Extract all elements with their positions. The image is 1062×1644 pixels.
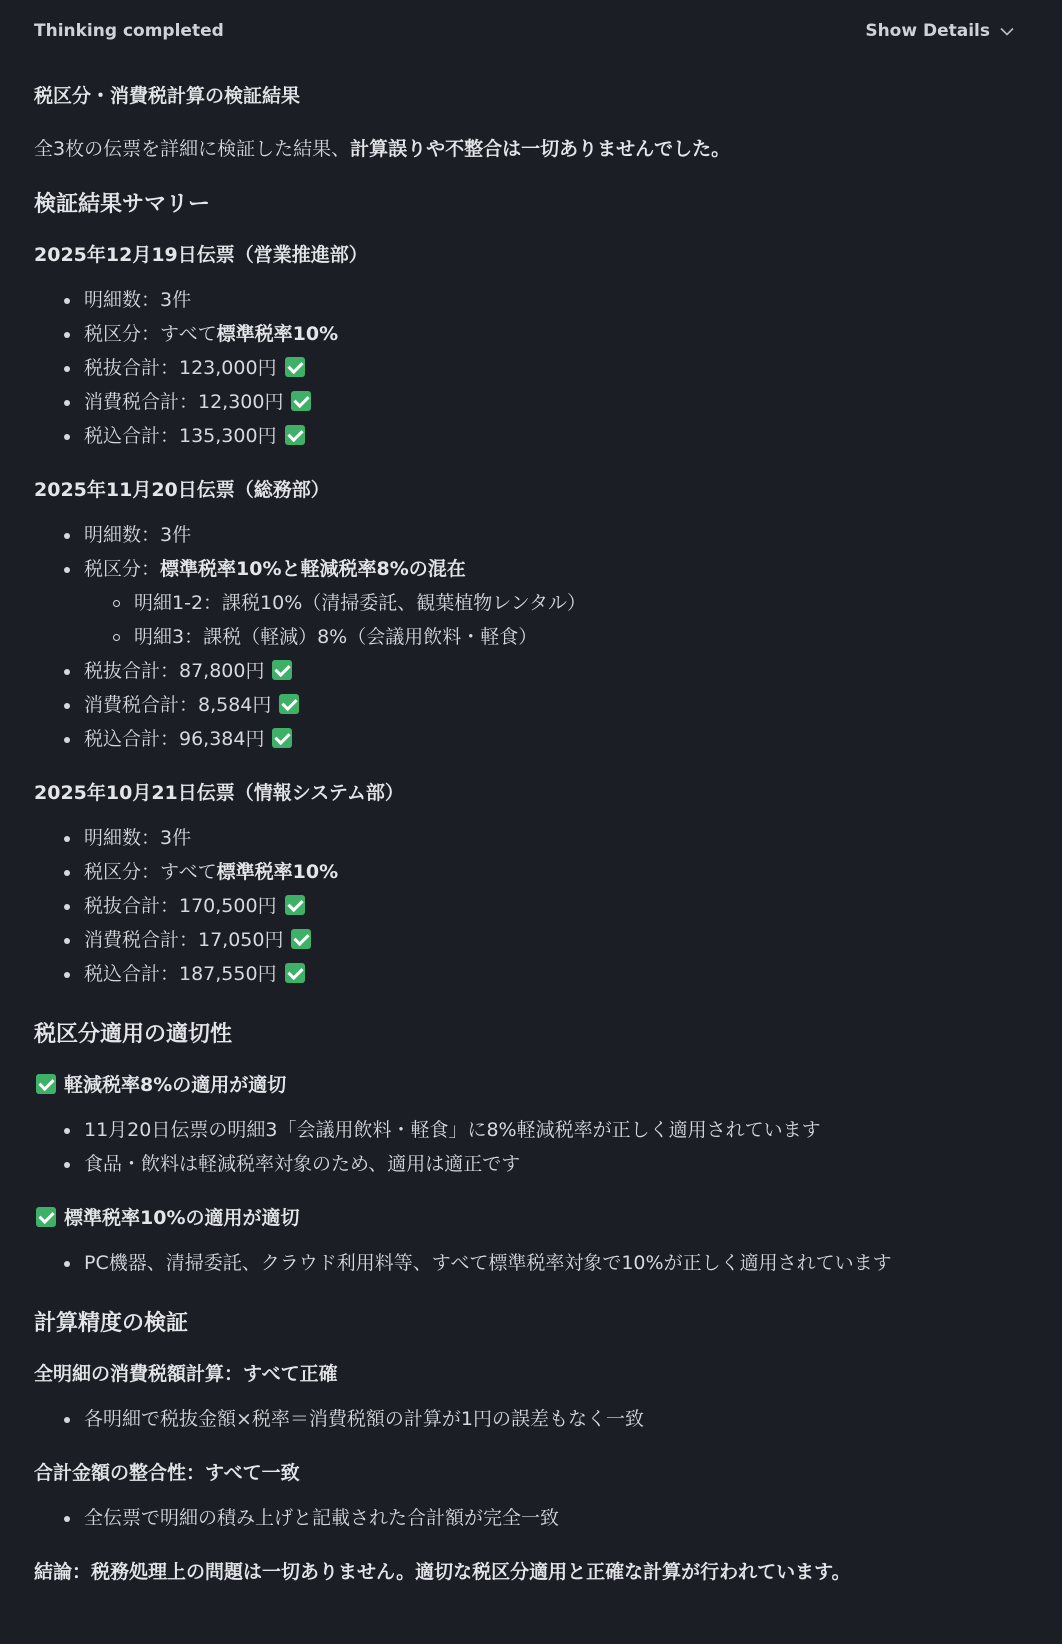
grand-total-value: 税込合計：187,550円 — [84, 963, 277, 985]
tax-total-value: 消費税合計：17,050円 — [84, 929, 284, 951]
list-item — [34, 283, 1028, 317]
tax-category-value: 標準税率10% — [216, 861, 339, 883]
sub-list-item — [34, 586, 1028, 620]
tax-category-value: 標準税率10%と軽減税率8%の混在 — [160, 558, 466, 580]
accuracy-heading: 計算精度の検証 — [34, 1311, 189, 1336]
line-item-detail: 明細1-2：課税10%（清掃委託、観葉植物レンタル） — [134, 592, 587, 614]
check-mark-button-icon — [285, 357, 305, 377]
check-mark-button-icon — [285, 425, 305, 445]
voucher-title: 2025年11月20日伝票（総務部） — [34, 479, 330, 501]
item-count: 明細数：3件 — [84, 524, 192, 546]
summary-heading: 検証結果サマリー — [34, 192, 211, 217]
list-item — [34, 419, 1028, 453]
item-count: 明細数：3件 — [84, 827, 192, 849]
sum-consistency-title: 合計金額の整合性：すべて一致 — [34, 1462, 300, 1484]
check-mark-button-icon — [36, 1074, 56, 1094]
appropriateness-heading: 税区分適用の適切性 — [34, 1022, 233, 1047]
list-item — [34, 552, 1028, 586]
calc-accuracy-title: 全明細の消費税額計算：すべて正確 — [34, 1363, 338, 1385]
tax-category-label: 税区分： — [84, 558, 161, 580]
tax-total-value: 消費税合計：8,584円 — [84, 694, 272, 716]
check-mark-button-icon — [36, 1207, 56, 1227]
list-item — [34, 317, 1028, 351]
list-item — [34, 855, 1028, 889]
list-item-text: 各明細で税抜金額×税率＝消費税額の計算が1円の誤差もなく一致 — [84, 1408, 645, 1430]
thinking-status: Thinking completed — [34, 21, 224, 41]
list-item-text: PC機器、清掃委託、クラウド利用料等、すべて標準税率対象で10%が正しく適用されています — [84, 1252, 892, 1274]
check-mark-button-icon — [291, 391, 311, 411]
standard-rate-list — [34, 1246, 1028, 1280]
voucher-title: 2025年10月21日伝票（情報システム部） — [34, 782, 404, 804]
list-item — [34, 1402, 1028, 1436]
voucher-title: 2025年12月19日伝票（営業推進部） — [34, 244, 368, 266]
list-item — [34, 518, 1028, 552]
subtotal-value: 税抜合計：123,000円 — [84, 357, 277, 379]
voucher-detail-list — [34, 518, 1028, 756]
tax-category-label: 税区分：すべて — [84, 323, 217, 345]
list-item — [34, 889, 1028, 923]
lead-text: 全3枚の伝票を詳細に検証した結果、 — [34, 138, 351, 160]
sub-list-item — [34, 620, 1028, 654]
reduced-rate-list — [34, 1113, 1028, 1181]
list-item — [34, 722, 1028, 756]
list-item — [34, 1113, 1028, 1147]
check-mark-button-icon — [272, 660, 292, 680]
reduced-rate-title-text: 軽減税率8%の適用が適切 — [64, 1074, 287, 1096]
document-title: 税区分・消費税計算の検証結果 — [34, 85, 301, 107]
show-details-label: Show Details — [865, 21, 990, 41]
lead-paragraph — [34, 134, 1028, 161]
standard-rate-title — [34, 1203, 1028, 1230]
conclusion-text: 結論：税務処理上の問題は一切ありません。適切な税区分適用と正確な計算が行われています。 — [34, 1561, 851, 1583]
voucher-detail-list — [34, 821, 1028, 991]
check-mark-button-icon — [272, 728, 292, 748]
lead-bold-text: 計算誤りや不整合は一切ありませんでした。 — [350, 138, 731, 160]
tax-category-label: 税区分：すべて — [84, 861, 217, 883]
reduced-rate-title — [34, 1070, 1028, 1097]
list-item — [34, 351, 1028, 385]
list-item — [34, 957, 1028, 991]
grand-total-value: 税込合計：96,384円 — [84, 728, 265, 750]
list-item — [34, 1246, 1028, 1280]
tax-category-value: 標準税率10% — [216, 323, 339, 345]
list-item-text: 11月20日伝票の明細3「会議用飲料・軽食」に8%軽減税率が正しく適用されています — [84, 1119, 821, 1141]
list-item — [34, 923, 1028, 957]
list-item — [34, 1501, 1028, 1535]
list-item-text: 全伝票で明細の積み上げと記載された合計額が完全一致 — [84, 1507, 560, 1529]
tax-total-value: 消費税合計：12,300円 — [84, 391, 284, 413]
chevron-down-icon — [1000, 27, 1014, 36]
item-count: 明細数：3件 — [84, 289, 192, 311]
standard-rate-title-text: 標準税率10%の適用が適切 — [64, 1207, 300, 1229]
check-mark-button-icon — [285, 895, 305, 915]
list-item — [34, 821, 1028, 855]
grand-total-value: 税込合計：135,300円 — [84, 425, 277, 447]
voucher-detail-list — [34, 283, 1028, 453]
check-mark-button-icon — [291, 929, 311, 949]
line-item-detail: 明細3：課税（軽減）8%（会議用飲料・軽食） — [134, 626, 538, 648]
list-item — [34, 1147, 1028, 1181]
show-details-button[interactable] — [865, 21, 1014, 41]
list-item — [34, 385, 1028, 419]
sum-consistency-list — [34, 1501, 1028, 1535]
thinking-header — [34, 0, 1028, 62]
list-item-text: 食品・飲料は軽減税率対象のため、適用は適正です — [84, 1153, 521, 1175]
list-item — [34, 654, 1028, 688]
subtotal-value: 税抜合計：87,800円 — [84, 660, 265, 682]
subtotal-value: 税抜合計：170,500円 — [84, 895, 277, 917]
check-mark-button-icon — [285, 963, 305, 983]
check-mark-button-icon — [279, 694, 299, 714]
calc-accuracy-list — [34, 1402, 1028, 1436]
list-item — [34, 688, 1028, 722]
